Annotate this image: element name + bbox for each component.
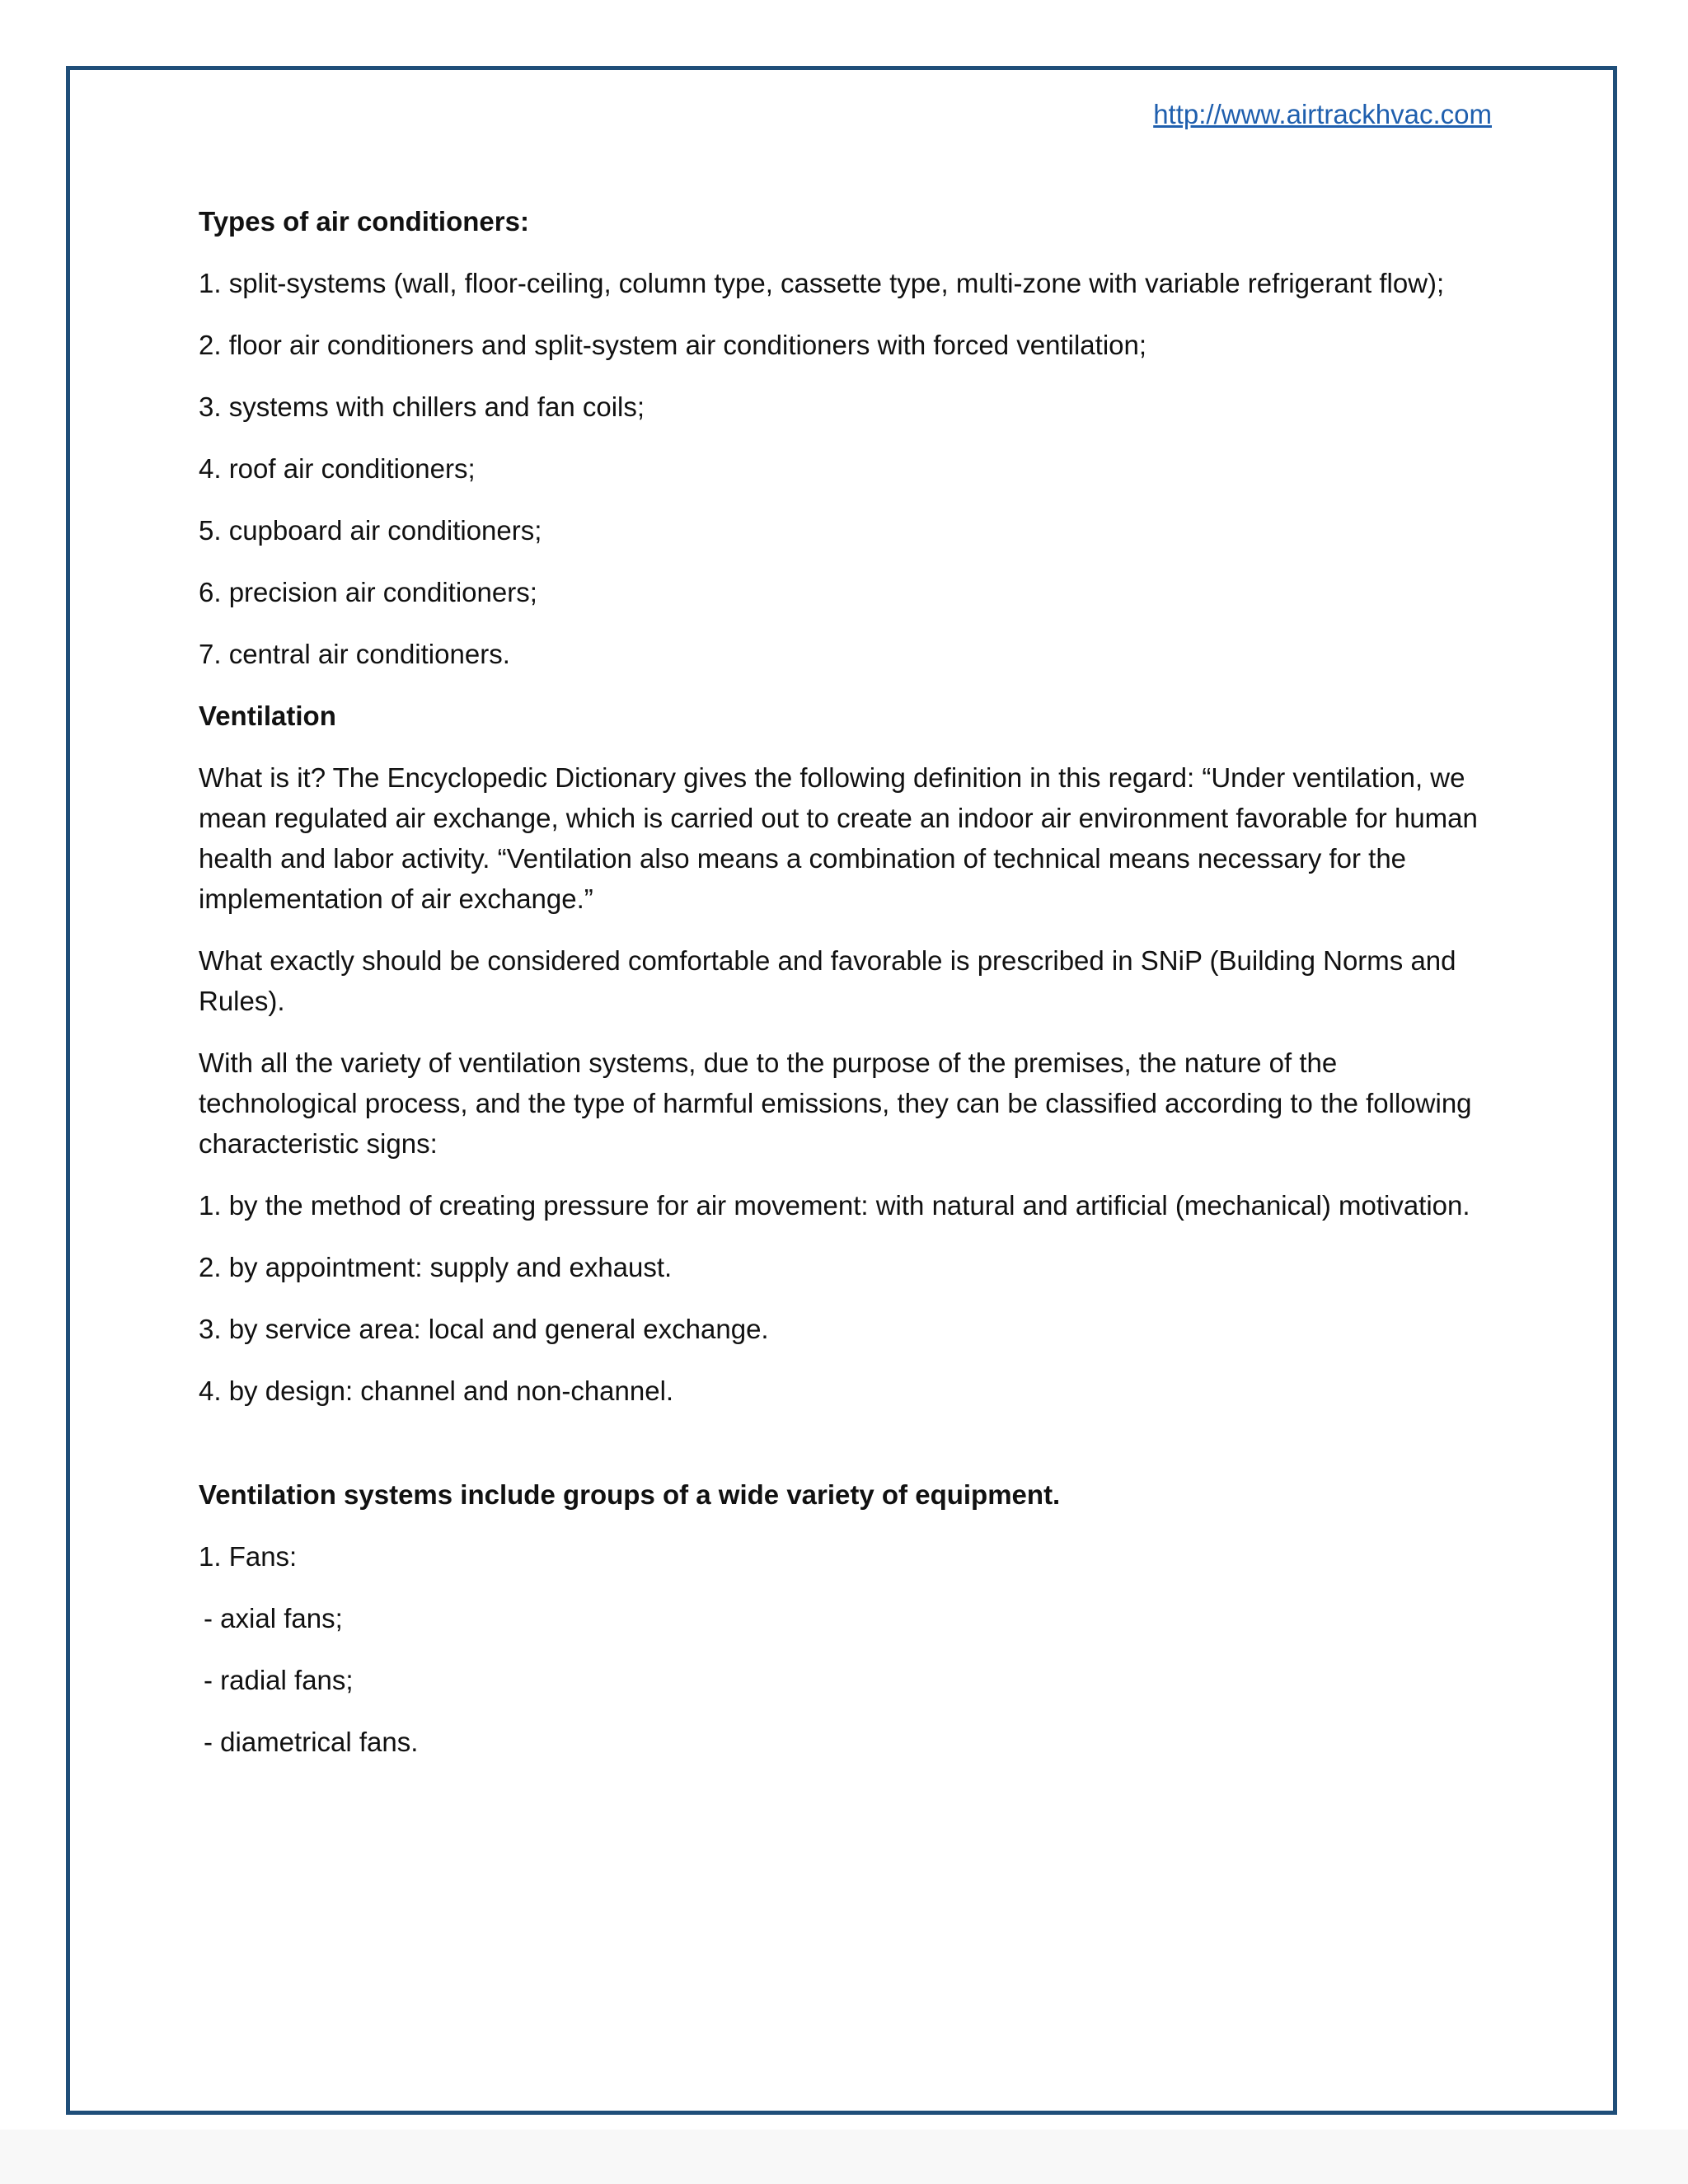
equipment-heading: Ventilation systems include groups of a wide variety of equipment. (199, 1479, 1061, 1510)
equipment-item-diametrical: - diametrical fans. (204, 1727, 419, 1757)
equipment-item-radial: - radial fans; (204, 1665, 354, 1695)
equipment-item-axial: - axial fans; (204, 1603, 343, 1633)
ventilation-definition-paragraph: What is it? The Encyclopedic Dictionary gives the following definition in this regard: “Under ventilation, we mean regulated air exchange, which is carried out to create an indoor air environment favorable for human health and labor activity. “Ventilation also means a combination of technical means necessary for the implementation of air exchange.” (199, 762, 1478, 914)
ventilation-norms-paragraph: What exactly should be considered comfortable and favorable is prescribed in SNiP (Building Norms and Rules). (199, 945, 1456, 1016)
types-heading: Types of air conditioners: (199, 206, 529, 237)
document-body (199, 201, 1489, 1783)
types-item-7: 7. central air conditioners. (199, 639, 510, 669)
equipment-item-fans: 1. Fans: (199, 1541, 298, 1572)
types-item-4: 4. roof air conditioners; (199, 453, 476, 484)
classification-item-4: 4. by design: channel and non-channel. (199, 1376, 674, 1406)
types-item-3: 3. systems with chillers and fan coils; (199, 391, 645, 422)
page-bottom-strip (0, 2130, 1688, 2184)
types-item-6: 6. precision air conditioners; (199, 577, 537, 607)
website-link[interactable]: http://www.airtrackhvac.com (1153, 99, 1492, 129)
types-item-2: 2. floor air conditioners and split-system air conditioners with forced ventilation; (199, 330, 1147, 360)
types-item-5: 5. cupboard air conditioners; (199, 515, 542, 546)
classification-item-3: 3. by service area: local and general exchange. (199, 1314, 769, 1344)
ventilation-heading: Ventilation (199, 701, 336, 731)
classification-item-2: 2. by appointment: supply and exhaust. (199, 1252, 673, 1282)
classification-item-1: 1. by the method of creating pressure for air movement: with natural and artificial (mechanical) motivation. (199, 1190, 1470, 1221)
types-item-1: 1. split-systems (wall, floor-ceiling, column type, cassette type, multi-zone with variable refrigerant flow); (199, 268, 1445, 298)
ventilation-classification-paragraph: With all the variety of ventilation systems, due to the purpose of the premises, the nature of the technological process, and the type of harmful emissions, they can be classified according to the following characteristic signs: (199, 1047, 1472, 1159)
